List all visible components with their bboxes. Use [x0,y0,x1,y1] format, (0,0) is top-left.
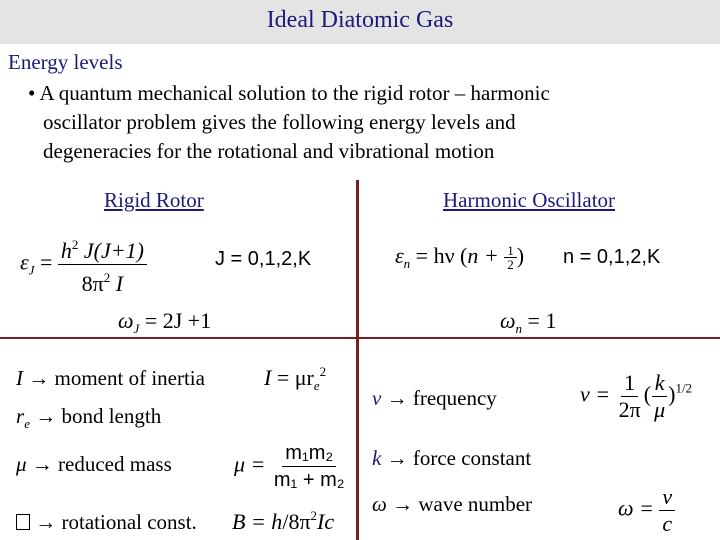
wave-number-equation: ω = $\frac{\nu}{c}$ [618,484,675,537]
def-force-constant: k → force constant [372,446,532,470]
epsilon-symbol: ε [20,249,29,275]
bullet-marker: • [28,81,36,105]
reduced-mass-equation: μ = $\frac{\text{m₁m₂}}{\text{m₁ + m₂}}$ [234,442,345,491]
section-heading: Energy levels [8,50,123,74]
oscillator-range: n = 0,1,2,K [563,246,661,268]
rotational-constant-equation: $B = h/8\pi^2Ic$ [232,508,335,534]
def-rotational-constant: → rotational const. [16,510,197,535]
rigid-rotor-range: J = 0,1,2,K [215,248,312,270]
frequency-equation: ν = $\frac{1}{2\pi}$ ( $\frac{k}{\mu}$ )$^{1/2}$ [580,370,693,422]
bullet-line-2: oscillator problem gives the following energy levels and [43,110,516,134]
def-wave-number: ω → wave number [372,492,533,516]
vertical-divider [356,180,359,540]
bullet-line-1 [28,79,550,108]
equals-sign: = [39,249,53,275]
harmonic-oscillator-heading: Harmonic Oscillator [443,188,616,212]
def-frequency: ν → frequency [372,386,497,410]
bullet-text-1: A quantum mechanical solution to the rigid rotor – harmonic [39,81,550,105]
def-bond-length: $r_e$ → bond length [16,404,162,431]
half-fraction: $\frac{1}{2}$ [504,244,517,271]
energy-fraction: $\frac{h^2 J(J+1)}{8\pi^2 I}$ [58,232,147,297]
def-moment-of-inertia: I → moment of inertia [16,366,205,390]
horizontal-divider [0,337,720,339]
rigid-rotor-degeneracy: $\omega_J = 2J +1$ [118,308,212,336]
oscillator-degeneracy: $\omega_n = 1$ [500,308,557,336]
rigid-rotor-heading: Rigid Rotor [104,188,204,212]
inertia-equation: $I = \mu r_e^2$ [264,364,327,393]
energy-subscript: J [28,262,35,278]
def-reduced-mass: μ → reduced mass [16,452,172,476]
rotational-constant-symbol [16,514,30,530]
bullet-line-3: degeneracies for the rotational and vibrational motion [43,139,495,163]
slide-title: Ideal Diatomic Gas [266,7,454,33]
rigid-rotor-energy-equation [20,232,147,297]
oscillator-energy-equation: $\varepsilon_n = h\nu$ (n + $\frac{1}{2}$ ) [395,243,525,273]
